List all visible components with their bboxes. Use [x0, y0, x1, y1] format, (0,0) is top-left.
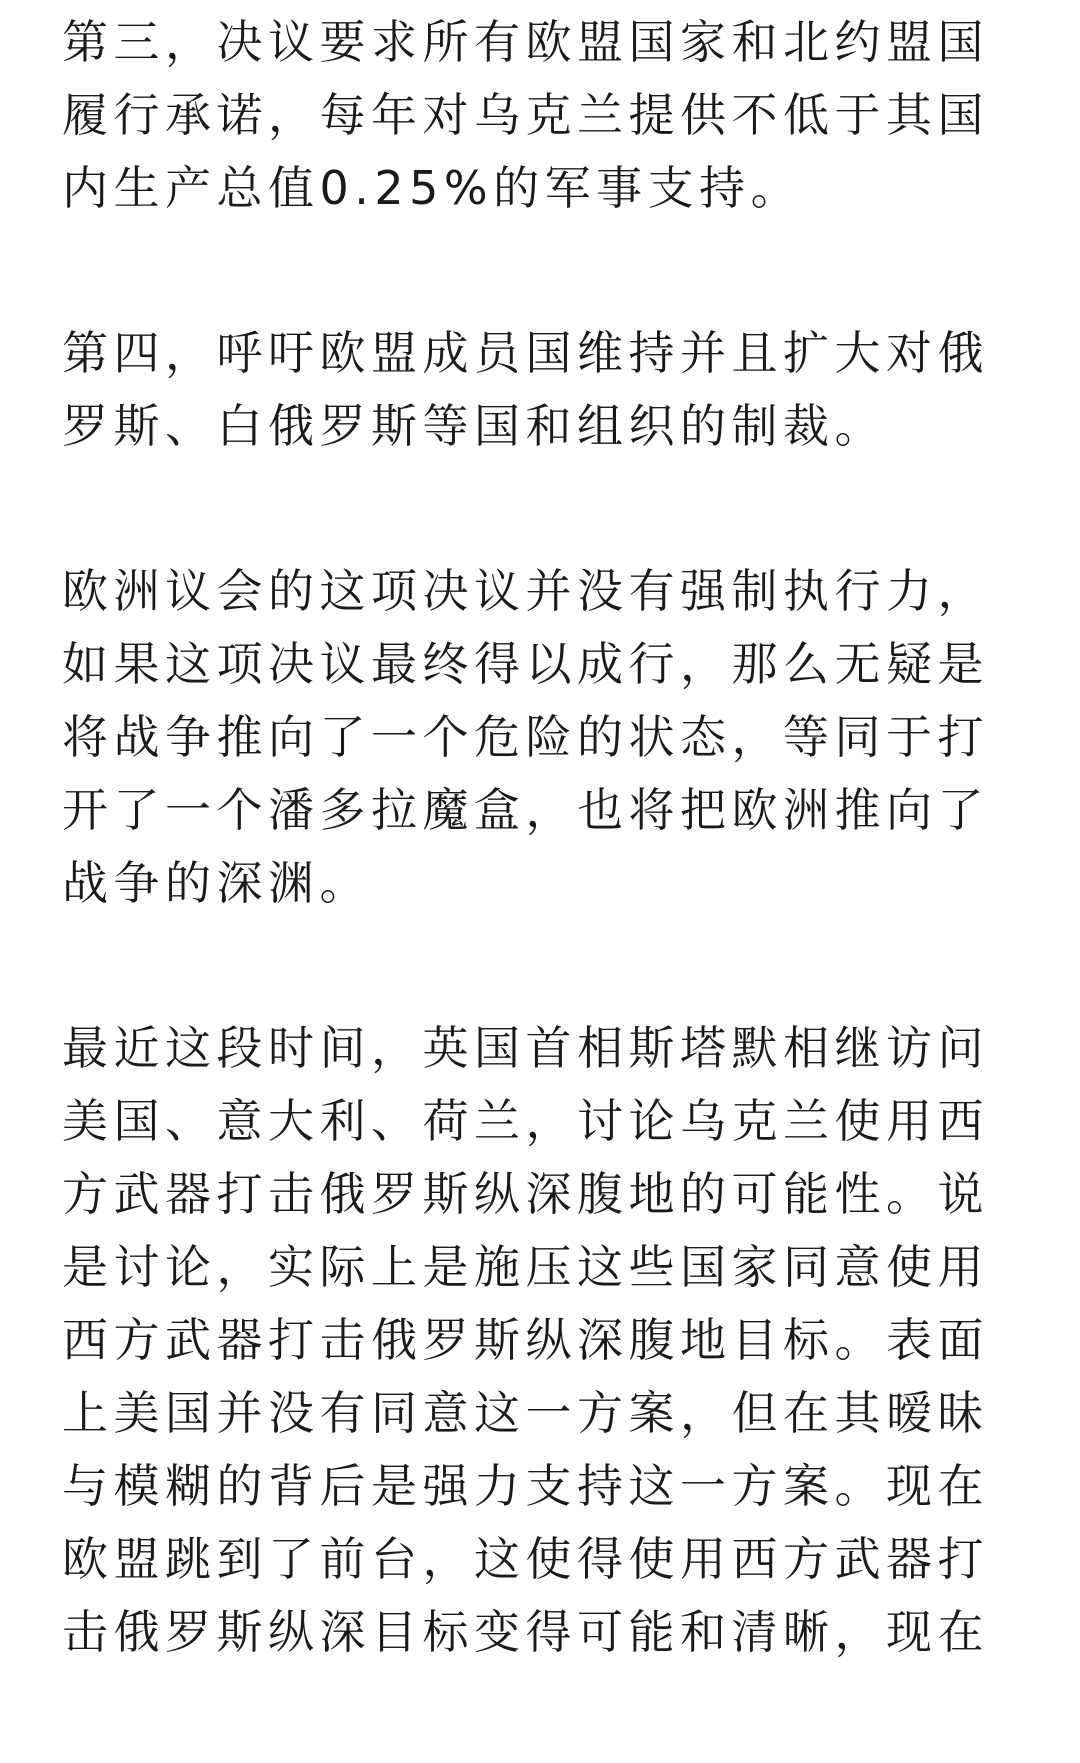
text-line: 罗斯、白俄罗斯等国和组织的制裁。 [62, 399, 886, 453]
text-line: 西方武器打击俄罗斯纵深腹地目标。表面 [62, 1313, 989, 1367]
text-line: 履行承诺，每年对乌克兰提供不低于其国 [62, 88, 989, 142]
text-line: 内生产总值0.25%的军事支持。 [62, 161, 803, 215]
text-line: 美国、意大利、荷兰，讨论乌克兰使用西 [62, 1094, 989, 1148]
article-body [62, 0, 1022, 1761]
text-line: 欧洲议会的这项决议并没有强制执行力， [62, 564, 989, 618]
paragraph-resolution-analysis [62, 555, 1022, 920]
text-line: 欧盟跳到了前台，这使得使用西方武器打 [62, 1532, 989, 1586]
text-line: 与模糊的背后是强力支持这一方案。现在 [62, 1459, 989, 1513]
text-line: 战争的深渊。 [62, 856, 371, 910]
text-line: 如果这项决议最终得以成行，那么无疑是 [62, 637, 989, 691]
text-line: 是讨论，实际上是施压这些国家同意使用 [62, 1240, 989, 1294]
text-line: 第三，决议要求所有欧盟国家和北约盟国 [62, 15, 989, 69]
text-line: 将战争推向了一个危险的状态，等同于打 [62, 710, 989, 764]
text-line: 最近这段时间，英国首相斯塔默相继访问 [62, 1021, 989, 1075]
text-line: 第四，呼吁欧盟成员国维持并且扩大对俄 [62, 326, 989, 380]
paragraph-starmer-visits [62, 1012, 1022, 1669]
text-line: 上美国并没有同意这一方案，但在其暧昧 [62, 1386, 989, 1440]
text-line: 击俄罗斯纵深目标变得可能和清晰，现在 [62, 1605, 989, 1659]
text-line: 开了一个潘多拉魔盒，也将把欧洲推向了 [62, 783, 989, 837]
paragraph-fourth-point [62, 317, 1022, 463]
paragraph-third-point [62, 6, 1022, 225]
text-line: 方武器打击俄罗斯纵深腹地的可能性。说 [62, 1167, 989, 1221]
